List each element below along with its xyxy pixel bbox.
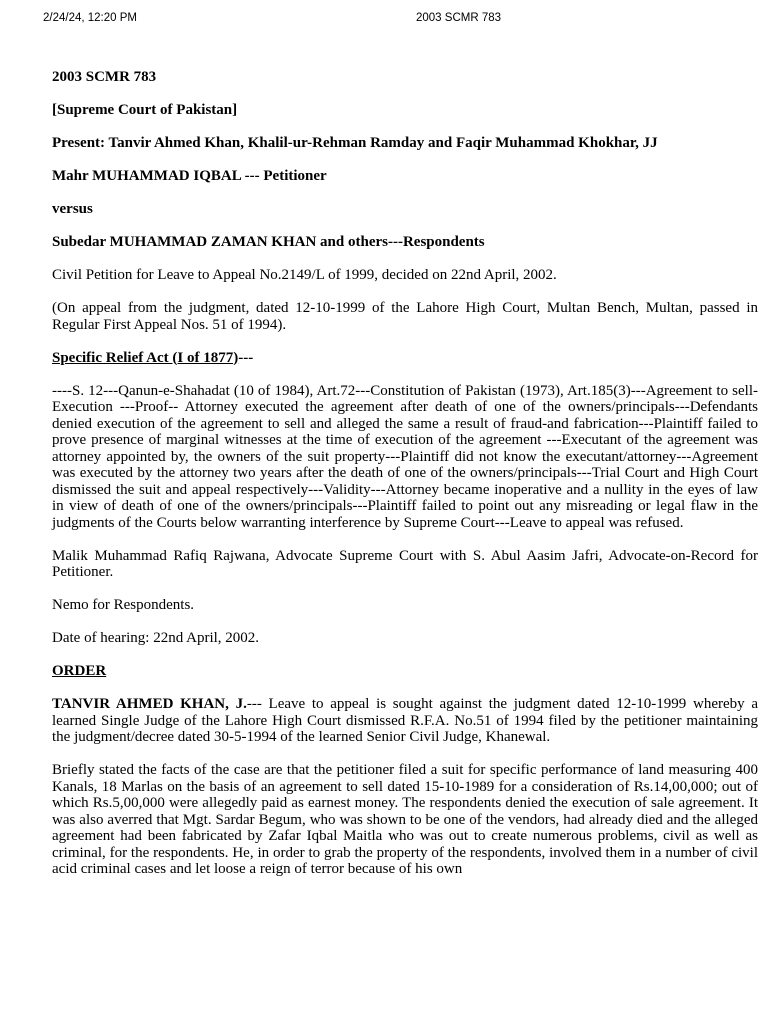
act-title: Specific Relief Act (I of 1877) [52, 349, 239, 366]
petition-line: Civil Petition for Leave to Appeal No.2149/L of 1999, decided on 22nd April, 2002. [52, 267, 557, 283]
nemo: Nemo for Respondents. [52, 597, 195, 613]
versus: versus [52, 201, 93, 217]
judge-name: TANVIR AHMED KHAN, J. [52, 696, 247, 712]
headnote: ----S. 12---Qanun-e-Shahadat (10 of 1984), Art.72---Constitution of Pakistan (1973), Art.185(3)---Agreement to sell-Execution ---Proof-- Attorney executed the agreement after death of one of the owners/principals---Defendants denied execution of the agreement to sell and alleged the same a result of fraud-and fabrication---Plaintiff failed to prove presence of marginal witnesses at the time of execution of the agreement ---Executant of the agreement was attorney appointed by, the owners of the suit property---Plaintiff did not know the executant/attorney---Agreement was executed by the attorney two years after the death of one of the owners/principals---Trial Court and High Court dismissed the suit and appeal respectively---Validity---Attorney became inoperative and a nullity in the eyes of law in view of death of one of the owners/principals---Plaintiff failed to point out any misreading or legal flaw in the judgments of the Courts below warranting interference by Supreme Court---Leave to appeal was refused. [52, 382, 758, 531]
court-name: [Supreme Court of Pakistan] [52, 102, 238, 118]
order-paragraph-2: Briefly stated the facts of the case are that the petitioner filed a suit for specific performance of land measuring 400 Kanals, 18 Marlas on the basis of an agreement to sell dated 15-10-1989 for a consideration of Rs.14,00,000; out of which Rs.5,00,000 were allegedly paid as earnest money. The respondents denied the execution of sale agreement. It was also averred that Mgt. Sardar Begum, who was shown to be one of the vendors, had already died and the alleged agreement had been fabricated by Zafar Iqbal Maitla who was out to create numerous problems, civil as well as criminal, for the respondents. He, in order to grab the property of the respondents, involved them in a number of civil acid criminal cases and let loose a reign of terror because of his own [52, 762, 758, 877]
respondent-line [52, 234, 758, 251]
print-datetime: 2/24/24, 12:20 PM [43, 12, 137, 24]
appeal-line: (On appeal from the judgment, dated 12-10-1999 of the Lahore High Court, Multan Bench, Multan, passed in Regular First Appeal Nos. 51 of 1994). [52, 300, 758, 333]
respondent-name: Subedar MUHAMMAD ZAMAN KHAN [52, 234, 317, 250]
bench-present: Present: Tanvir Ahmed Khan, Khalil-ur-Rehman Ramday and Faqir Muhammad Khokhar, JJ [52, 135, 658, 151]
petitioner-line [52, 168, 758, 185]
order-paragraph-1 [52, 696, 758, 746]
document-body [52, 69, 758, 894]
act-suffix: --- [238, 349, 254, 366]
respondent-role: and others---Respondents [316, 234, 485, 250]
counsel: Malik Muhammad Rafiq Rajwana, Advocate Supreme Court with S. Abul Aasim Jafri, Advocate-on-Record for Petitioner. [52, 547, 758, 580]
print-title: 2003 SCMR 783 [416, 12, 502, 24]
order-paragraph-1-text: --- Leave to appeal is sought against the judgment dated 12-10-1999 whereby a learned Single Judge of the Lahore High Court dismissed R.F.A. No.51 of 1994 filed by the petitioner maintaining the judgment/decree dated 30-5-1994 of the learned Senior Civil Judge, Khanewal. [52, 696, 758, 745]
act-heading [52, 350, 758, 367]
citation: 2003 SCMR 783 [52, 69, 157, 85]
hearing-date: Date of hearing: 22nd April, 2002. [52, 630, 260, 646]
petitioner-name: Mahr MUHAMMAD IQBAL [52, 168, 241, 184]
order-heading: ORDER [52, 663, 107, 679]
print-header [43, 12, 725, 28]
petitioner-role: --- Petitioner [240, 168, 327, 184]
